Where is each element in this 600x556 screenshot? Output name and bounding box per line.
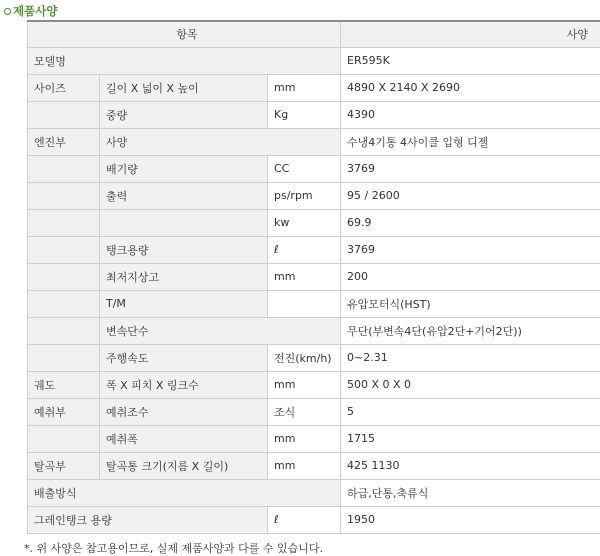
row-value: 425 1130 bbox=[341, 452, 600, 479]
row-unit: ℓ bbox=[268, 506, 341, 533]
row-item: 폭 X 피치 X 링크수 bbox=[100, 371, 268, 398]
row-category: 엔진부 bbox=[28, 128, 100, 155]
row-category bbox=[28, 425, 100, 452]
row-category: 탈곡부 bbox=[28, 452, 100, 479]
table-row bbox=[28, 47, 600, 74]
table-header-row bbox=[28, 21, 600, 47]
row-value: 200 bbox=[341, 263, 600, 290]
row-label: 그레인탱크 용량 bbox=[28, 506, 268, 533]
row-item: 최저지상고 bbox=[100, 263, 268, 290]
row-unit: mm bbox=[268, 452, 341, 479]
row-value: 3769 bbox=[341, 236, 600, 263]
row-category bbox=[28, 209, 100, 236]
table-row bbox=[28, 344, 600, 371]
row-item: 변속단수 bbox=[100, 317, 341, 344]
row-category bbox=[28, 155, 100, 182]
row-value: 1950 bbox=[341, 506, 600, 533]
row-category bbox=[28, 317, 100, 344]
row-unit: 조식 bbox=[268, 398, 341, 425]
table-row bbox=[28, 236, 600, 263]
row-label: 모델명 bbox=[28, 47, 341, 74]
row-item: 배기량 bbox=[100, 155, 268, 182]
table-row bbox=[28, 425, 600, 452]
row-item: 주행속도 bbox=[100, 344, 268, 371]
row-item: 탱크용량 bbox=[100, 236, 268, 263]
row-category bbox=[28, 263, 100, 290]
row-item: 중량 bbox=[100, 101, 268, 128]
spec-table bbox=[27, 20, 600, 534]
row-unit: Kg bbox=[268, 101, 341, 128]
table-row bbox=[28, 398, 600, 425]
row-item: 예취조수 bbox=[100, 398, 268, 425]
row-category: 사이즈 bbox=[28, 74, 100, 101]
row-unit: mm bbox=[268, 263, 341, 290]
header-item: 항목 bbox=[28, 21, 341, 47]
row-category bbox=[28, 236, 100, 263]
row-unit: CC bbox=[268, 155, 341, 182]
row-unit: ps/rpm bbox=[268, 182, 341, 209]
row-unit: mm bbox=[268, 425, 341, 452]
row-value: 500 X 0 X 0 bbox=[341, 371, 600, 398]
row-value: 4890 X 2140 X 2690 bbox=[341, 74, 600, 101]
row-item: 출력 bbox=[100, 182, 268, 209]
row-value: 무단(부변속4단(유압2단+기어2단)) bbox=[341, 317, 600, 344]
row-unit: mm bbox=[268, 74, 341, 101]
row-value: 95 / 2600 bbox=[341, 182, 600, 209]
row-value: 4390 bbox=[341, 101, 600, 128]
row-item: 사양 bbox=[100, 128, 341, 155]
table-row bbox=[28, 128, 600, 155]
table-row bbox=[28, 371, 600, 398]
row-item: 길이 X 넓이 X 높이 bbox=[100, 74, 268, 101]
row-value: 유압모터식(HST) bbox=[341, 290, 600, 317]
section-title bbox=[4, 3, 57, 19]
row-item bbox=[100, 209, 268, 236]
row-value: 수냉4기통 4사이클 입형 디젤 bbox=[341, 128, 600, 155]
section-title-text: 제품사양 bbox=[13, 4, 58, 18]
row-value: 0~2.31 bbox=[341, 344, 600, 371]
table-row bbox=[28, 182, 600, 209]
row-category bbox=[28, 182, 100, 209]
row-category bbox=[28, 101, 100, 128]
row-unit: 전진(km/h) bbox=[268, 344, 341, 371]
table-row bbox=[28, 155, 600, 182]
row-value: 3769 bbox=[341, 155, 600, 182]
table-row bbox=[28, 209, 600, 236]
row-category bbox=[28, 290, 100, 317]
table-row bbox=[28, 506, 600, 533]
table-row bbox=[28, 101, 600, 128]
header-spec: 사양 bbox=[341, 21, 600, 47]
row-category: 예취부 bbox=[28, 398, 100, 425]
circle-bullet-icon bbox=[4, 8, 11, 15]
row-unit: kw bbox=[268, 209, 341, 236]
table-row bbox=[28, 479, 600, 506]
row-unit: ℓ bbox=[268, 236, 341, 263]
row-category bbox=[28, 344, 100, 371]
row-value: ER595K bbox=[341, 47, 600, 74]
row-value: 5 bbox=[341, 398, 600, 425]
row-item: 예취폭 bbox=[100, 425, 268, 452]
row-value: 1715 bbox=[341, 425, 600, 452]
table-row bbox=[28, 290, 600, 317]
row-unit: mm bbox=[268, 371, 341, 398]
row-item: T/M bbox=[100, 290, 268, 317]
table-row bbox=[28, 317, 600, 344]
row-unit bbox=[268, 290, 341, 317]
table-row bbox=[28, 452, 600, 479]
table-row bbox=[28, 74, 600, 101]
row-value: 69.9 bbox=[341, 209, 600, 236]
footnote: *. 위 사양은 참고용이므로, 실제 제품사양과 다를 수 있습니다. bbox=[24, 542, 323, 555]
row-value: 하급,단통,축류식 bbox=[341, 479, 600, 506]
row-category: 궤도 bbox=[28, 371, 100, 398]
row-label: 배출방식 bbox=[28, 479, 341, 506]
row-item: 탈곡통 크기(지름 X 길이) bbox=[100, 452, 268, 479]
table-row bbox=[28, 263, 600, 290]
